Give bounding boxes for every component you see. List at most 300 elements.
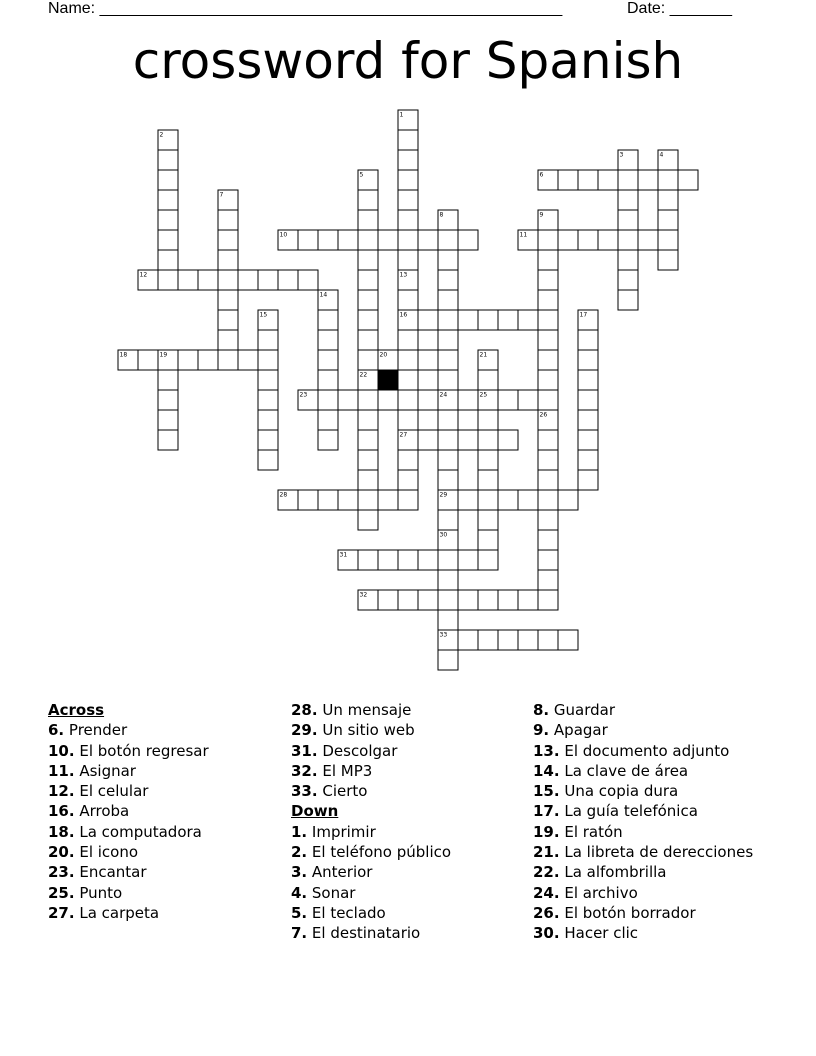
grid-clue-number: 16 <box>399 311 408 319</box>
clue-text: La computadora <box>74 822 202 841</box>
grid-cell <box>458 310 478 330</box>
grid-cell <box>398 490 418 510</box>
clue-text: El MP3 <box>317 761 373 780</box>
clue-number: 9. <box>533 721 550 740</box>
clue-item <box>48 761 209 781</box>
clue-item <box>291 781 451 801</box>
clue-text: Arroba <box>74 802 130 821</box>
grid-cell <box>158 230 178 250</box>
grid-cell <box>398 250 418 270</box>
grid-cell <box>458 430 478 450</box>
grid-cell <box>398 370 418 390</box>
grid-cell <box>618 190 638 210</box>
clue-number: 11. <box>48 761 75 780</box>
grid-clue-number: 12 <box>139 271 148 279</box>
grid-cell <box>498 630 518 650</box>
clue-text: El botón regresar <box>74 741 209 760</box>
grid-cell <box>658 210 678 230</box>
grid-cell <box>458 550 478 570</box>
clue-text: El documento adjunto <box>559 741 730 760</box>
clue-text: El teléfono público <box>307 843 452 862</box>
grid-cell <box>398 150 418 170</box>
grid-clue-number: 28 <box>279 491 288 499</box>
grid-cell <box>178 350 198 370</box>
grid-cell <box>258 330 278 350</box>
grid-cell <box>358 510 378 530</box>
name-blank: ____________________________________________________ <box>99 0 563 17</box>
clue-text: Punto <box>74 883 123 902</box>
grid-cell <box>538 450 558 470</box>
grid-clue-number: 17 <box>579 311 588 319</box>
grid-cell <box>358 490 378 510</box>
grid-clue-number: 22 <box>359 371 368 379</box>
grid-clue-number: 24 <box>439 391 448 399</box>
grid-cell <box>478 510 498 530</box>
clue-item <box>291 862 451 882</box>
grid-cell <box>318 230 338 250</box>
grid-cell <box>418 350 438 370</box>
grid-cell <box>518 630 538 650</box>
clue-heading: Down <box>291 802 339 821</box>
clue-item <box>291 923 451 943</box>
clues-column-2 <box>291 700 451 944</box>
clue-item <box>291 903 451 923</box>
clues-column-3 <box>533 700 753 944</box>
grid-clue-number: 32 <box>359 591 368 599</box>
grid-cell <box>538 630 558 650</box>
clue-text: Apagar <box>549 721 608 740</box>
grid-cell <box>478 470 498 490</box>
grid-cell <box>538 590 558 610</box>
grid-cell <box>158 170 178 190</box>
clue-text: El ratón <box>559 822 623 841</box>
grid-cell <box>358 330 378 350</box>
grid-cell <box>438 310 458 330</box>
clue-number: 25. <box>48 883 75 902</box>
grid-cell <box>478 530 498 550</box>
grid-cell <box>398 330 418 350</box>
clue-number: 26. <box>533 903 560 922</box>
page-title: crossword for Spanish <box>132 32 684 90</box>
clue-item <box>291 720 451 740</box>
grid-cell <box>338 230 358 250</box>
name-label: Name: <box>48 0 96 17</box>
grid-cell <box>358 270 378 290</box>
clue-text: Encantar <box>74 863 147 882</box>
clue-item <box>291 883 451 903</box>
clue-text: Imprimir <box>307 822 376 841</box>
grid-cell <box>238 270 258 290</box>
grid-cell <box>578 370 598 390</box>
grid-clue-number: 27 <box>399 431 408 439</box>
grid-cell <box>458 630 478 650</box>
clue-text: La clave de área <box>559 761 689 780</box>
clue-item <box>291 842 451 862</box>
grid-clue-number: 6 <box>539 171 544 179</box>
grid-cell <box>298 230 318 250</box>
grid-cell <box>438 570 458 590</box>
clue-item <box>533 923 753 943</box>
grid-cell <box>398 170 418 190</box>
grid-cell <box>198 350 218 370</box>
grid-cell <box>218 290 238 310</box>
grid-cell <box>418 550 438 570</box>
grid-clue-number: 10 <box>279 231 288 239</box>
clue-text: Anterior <box>307 863 373 882</box>
grid-cell <box>398 550 418 570</box>
clue-item <box>533 700 753 720</box>
grid-cell <box>258 430 278 450</box>
clue-text: Guardar <box>549 701 616 719</box>
grid-clue-number: 1 <box>399 111 404 119</box>
clue-number: 31. <box>291 741 318 760</box>
grid-cell <box>358 450 378 470</box>
grid-cell <box>658 250 678 270</box>
grid-cell <box>538 550 558 570</box>
clue-item <box>291 761 451 781</box>
grid-cell <box>318 390 338 410</box>
grid-cell <box>418 590 438 610</box>
clue-number: 7. <box>291 924 308 943</box>
clue-text: Un sitio web <box>317 721 415 740</box>
grid-cell <box>478 450 498 470</box>
clue-item <box>48 781 209 801</box>
grid-cell <box>578 350 598 370</box>
grid-clue-number: 13 <box>399 271 408 279</box>
grid-cell <box>378 590 398 610</box>
grid-cell <box>158 430 178 450</box>
grid-cell <box>238 350 258 370</box>
grid-cell <box>438 350 458 370</box>
clue-item <box>533 903 753 923</box>
grid-cell <box>498 490 518 510</box>
clue-number: 16. <box>48 802 75 821</box>
grid-clue-number: 25 <box>479 391 488 399</box>
grid-cell <box>438 610 458 630</box>
grid-cell <box>558 630 578 650</box>
grid-cell <box>578 410 598 430</box>
grid-cell <box>158 210 178 230</box>
clue-text: El archivo <box>559 883 638 902</box>
clue-heading: Across <box>48 701 105 719</box>
grid-cell <box>658 170 678 190</box>
grid-cell <box>298 490 318 510</box>
grid-cell <box>538 230 558 250</box>
clue-number: 1. <box>291 822 308 841</box>
grid-cell <box>538 530 558 550</box>
clue-item <box>533 883 753 903</box>
clue-number: 15. <box>533 782 560 801</box>
clue-item <box>48 883 209 903</box>
grid-cell <box>338 390 358 410</box>
grid-cell <box>478 590 498 610</box>
grid-cell <box>218 210 238 230</box>
grid-cell <box>578 390 598 410</box>
clue-text: El icono <box>74 843 139 862</box>
grid-cell <box>458 490 478 510</box>
grid-cell <box>538 250 558 270</box>
clue-number: 8. <box>533 701 550 719</box>
grid-cell <box>498 310 518 330</box>
grid-cell <box>418 310 438 330</box>
clue-number: 20. <box>48 843 75 862</box>
grid-cell <box>258 370 278 390</box>
grid-clue-number: 26 <box>539 411 548 419</box>
grid-cell <box>578 470 598 490</box>
clue-number: 21. <box>533 843 560 862</box>
grid-cell <box>158 250 178 270</box>
grid-cell <box>398 190 418 210</box>
grid-cell <box>378 230 398 250</box>
grid-cell <box>538 310 558 330</box>
clue-item <box>291 822 451 842</box>
grid-cell <box>358 210 378 230</box>
grid-cell <box>438 470 458 490</box>
grid-cell <box>598 230 618 250</box>
clue-item <box>48 741 209 761</box>
grid-cell <box>418 230 438 250</box>
clue-text: El destinatario <box>307 924 421 943</box>
grid-cell <box>438 590 458 610</box>
clue-text: Descolgar <box>317 741 398 760</box>
clue-item <box>533 801 753 821</box>
grid-clue-number: 31 <box>339 551 348 559</box>
grid-cell <box>638 170 658 190</box>
grid-cell <box>318 350 338 370</box>
grid-cell <box>318 370 338 390</box>
clue-text: Prender <box>64 721 128 740</box>
grid-cell <box>618 270 638 290</box>
grid-cell <box>398 450 418 470</box>
grid-clue-number: 15 <box>259 311 268 319</box>
grid-cell <box>418 390 438 410</box>
grid-cell <box>618 250 638 270</box>
grid-clue-number: 20 <box>379 351 388 359</box>
grid-cell <box>298 270 318 290</box>
grid-clue-number: 9 <box>539 211 544 219</box>
grid-cell <box>158 390 178 410</box>
grid-cell <box>398 210 418 230</box>
clue-text: Un mensaje <box>317 701 412 719</box>
grid-cell <box>538 350 558 370</box>
clue-text: Sonar <box>307 883 356 902</box>
grid-cell <box>478 370 498 390</box>
grid-clue-number: 4 <box>659 151 664 159</box>
grid-cell <box>578 330 598 350</box>
grid-cell <box>278 270 298 290</box>
clue-number: 23. <box>48 863 75 882</box>
grid-cell <box>438 370 458 390</box>
clue-number: 3. <box>291 863 308 882</box>
grid-cell <box>158 270 178 290</box>
grid-cell <box>318 430 338 450</box>
clue-text: Hacer clic <box>559 924 639 943</box>
clue-number: 29. <box>291 721 318 740</box>
clue-item <box>533 862 753 882</box>
grid-cell <box>658 230 678 250</box>
clue-number: 27. <box>48 903 75 922</box>
grid-cell <box>398 390 418 410</box>
grid-cell <box>578 230 598 250</box>
clue-item <box>533 761 753 781</box>
grid-cell <box>578 170 598 190</box>
grid-cell-black <box>378 370 398 390</box>
clue-number: 19. <box>533 822 560 841</box>
grid-cell <box>258 410 278 430</box>
grid-cell <box>538 270 558 290</box>
grid-cell <box>618 170 638 190</box>
grid-cell <box>318 310 338 330</box>
clue-number: 17. <box>533 802 560 821</box>
grid-clue-number: 21 <box>479 351 488 359</box>
clues-column-1 <box>48 700 209 923</box>
clue-item <box>533 842 753 862</box>
grid-cell <box>498 590 518 610</box>
grid-cell <box>318 490 338 510</box>
clue-item <box>48 801 209 821</box>
clue-number: 18. <box>48 822 75 841</box>
grid-cell <box>438 270 458 290</box>
clue-text: Cierto <box>317 782 368 801</box>
clue-number: 2. <box>291 843 308 862</box>
grid-cell <box>218 250 238 270</box>
grid-cell <box>618 210 638 230</box>
grid-cell <box>178 270 198 290</box>
clue-item <box>48 822 209 842</box>
grid-cell <box>558 230 578 250</box>
grid-clue-number: 2 <box>159 131 164 139</box>
grid-cell <box>158 190 178 210</box>
grid-cell <box>318 410 338 430</box>
grid-clue-number: 7 <box>219 191 224 199</box>
clue-number: 14. <box>533 761 560 780</box>
clue-item <box>291 741 451 761</box>
clue-text: La guía telefónica <box>559 802 698 821</box>
clue-number: 6. <box>48 721 65 740</box>
clue-item <box>533 720 753 740</box>
grid-cell <box>358 250 378 270</box>
clue-item <box>533 781 753 801</box>
clue-item <box>533 741 753 761</box>
clue-text: El botón borrador <box>559 903 696 922</box>
grid-cell <box>538 370 558 390</box>
grid-clue-number: 11 <box>519 231 528 239</box>
grid-cell <box>438 230 458 250</box>
grid-cell <box>538 330 558 350</box>
grid-cell <box>538 510 558 530</box>
clue-number: 5. <box>291 903 308 922</box>
grid-cell <box>518 310 538 330</box>
grid-cell <box>358 430 378 450</box>
grid-clue-number: 23 <box>299 391 308 399</box>
grid-cell <box>438 250 458 270</box>
grid-cell <box>158 410 178 430</box>
grid-cell <box>598 170 618 190</box>
grid-cell <box>438 550 458 570</box>
grid-clue-number: 18 <box>119 351 128 359</box>
grid-clue-number: 8 <box>439 211 444 219</box>
grid-cell <box>458 390 478 410</box>
grid-cell <box>258 450 278 470</box>
clue-text: La carpeta <box>74 903 160 922</box>
grid-cell <box>218 310 238 330</box>
grid-cell <box>538 570 558 590</box>
grid-cell <box>158 370 178 390</box>
grid-cell <box>358 390 378 410</box>
clue-number: 22. <box>533 863 560 882</box>
grid-cell <box>398 230 418 250</box>
grid-cell <box>378 490 398 510</box>
grid-cell <box>358 410 378 430</box>
clue-item <box>48 842 209 862</box>
grid-cell <box>158 150 178 170</box>
grid-cell <box>358 310 378 330</box>
grid-cell <box>478 490 498 510</box>
grid-cell <box>438 330 458 350</box>
grid-cell <box>538 430 558 450</box>
grid-cell <box>358 230 378 250</box>
grid-clue-number: 30 <box>439 531 448 539</box>
grid-cell <box>218 230 238 250</box>
clue-text: La alfombrilla <box>559 863 667 882</box>
grid-cell <box>218 270 238 290</box>
date-label: Date: <box>627 0 666 17</box>
grid-cell <box>398 470 418 490</box>
grid-cell <box>478 410 498 430</box>
grid-cell <box>438 450 458 470</box>
clue-item <box>48 720 209 740</box>
date-blank: _______ <box>669 0 732 17</box>
clue-number: 32. <box>291 761 318 780</box>
grid-cell <box>578 450 598 470</box>
clue-number: 4. <box>291 883 308 902</box>
grid-cell <box>358 350 378 370</box>
grid-cell <box>418 430 438 450</box>
grid-cell <box>478 430 498 450</box>
clue-item <box>48 862 209 882</box>
grid-cell <box>478 310 498 330</box>
grid-cell <box>498 390 518 410</box>
grid-cell <box>358 290 378 310</box>
grid-cell <box>438 650 458 670</box>
grid-cell <box>398 350 418 370</box>
clue-text: El teclado <box>307 903 386 922</box>
grid-cell <box>318 330 338 350</box>
grid-cell <box>438 290 458 310</box>
grid-cell <box>338 490 358 510</box>
grid-cell <box>538 490 558 510</box>
grid-cell <box>538 390 558 410</box>
grid-cell <box>518 390 538 410</box>
clue-item <box>291 700 451 720</box>
grid-cell <box>378 390 398 410</box>
grid-cell <box>538 290 558 310</box>
grid-cell <box>438 410 458 430</box>
grid-cell <box>258 390 278 410</box>
grid-clue-number: 14 <box>319 291 328 299</box>
clue-number: 10. <box>48 741 75 760</box>
grid-cell <box>438 430 458 450</box>
grid-cell <box>378 550 398 570</box>
grid-clue-number: 3 <box>619 151 624 159</box>
grid-cell <box>198 270 218 290</box>
grid-cell <box>538 470 558 490</box>
grid-cell <box>438 510 458 530</box>
clue-number: 13. <box>533 741 560 760</box>
clue-number: 12. <box>48 782 75 801</box>
clue-text: Una copia dura <box>559 782 679 801</box>
grid-cell <box>258 270 278 290</box>
